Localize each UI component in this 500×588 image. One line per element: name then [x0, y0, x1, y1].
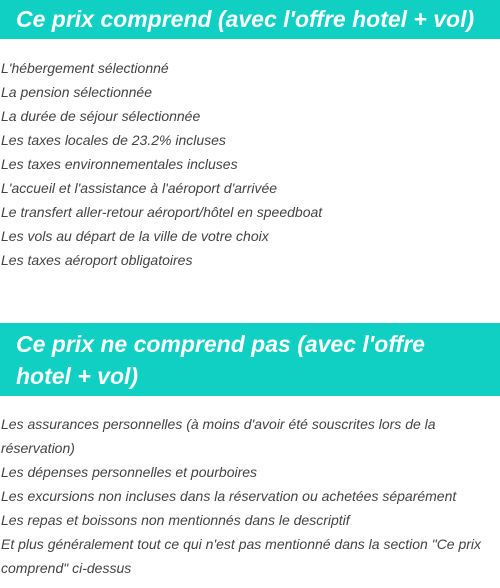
list-item: Les assurances personnelles (à moins d'avoir été souscrites lors de la réservation) — [1, 416, 436, 456]
list-item: Les taxes environnementales incluses — [1, 156, 238, 172]
list-item: L'accueil et l'assistance à l'aéroport d'arrivée — [1, 180, 278, 196]
excluded-list — [0, 396, 500, 580]
list-item: La durée de séjour sélectionnée — [1, 108, 201, 124]
excluded-section — [0, 323, 500, 580]
list-item: La pension sélectionnée — [1, 84, 153, 100]
list-item: Les vols au départ de la ville de votre choix — [1, 228, 269, 244]
list-item: Et plus généralement tout ce qui n'est pas mentionné dans la section "Ce prix comprend" ci-dessus — [1, 536, 482, 576]
list-item: Les taxes locales de 23.2% incluses — [1, 132, 226, 148]
list-item: Les excursions non incluses dans la réservation ou achetées séparément — [1, 488, 457, 504]
list-item: Le transfert aller-retour aéroport/hôtel en speedboat — [1, 204, 323, 220]
included-list — [0, 39, 500, 272]
included-section — [0, 0, 500, 272]
excluded-section-title: Ce prix ne comprend pas (avec l'offre hotel + vol) — [0, 323, 500, 396]
list-item: Les taxes aéroport obligatoires — [1, 252, 193, 268]
included-section-title: Ce prix comprend (avec l'offre hotel + vol) — [0, 0, 500, 39]
section-spacer — [0, 272, 500, 323]
list-item: Les dépenses personnelles et pourboires — [1, 464, 258, 480]
list-item: L'hébergement sélectionné — [1, 60, 169, 76]
list-item: Les repas et boissons non mentionnés dans le descriptif — [1, 512, 350, 528]
